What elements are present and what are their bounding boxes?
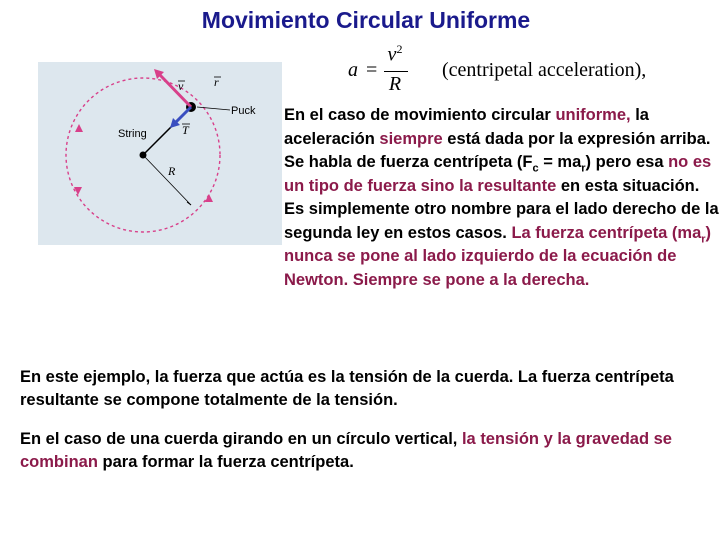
diagram-svg	[38, 62, 282, 245]
page-title: Movimiento Circular Uniforme	[201, 7, 531, 33]
center-point	[140, 152, 147, 159]
label-velocity: v	[178, 79, 184, 93]
highlight-text: la tensión y la gravedad se combinan	[20, 430, 672, 471]
formula-equals: =	[366, 59, 378, 81]
explanation-paragraph: En el caso de movimiento circular uniforme, la aceleración siempre está dada por la expresión arriba. Se habla de fuerza centrípeta $(F_c = ma_r)$ pero esa no es un tipo de fuerza sino la resultante en esta situación. Es simplemente otro nombre para el lado derecho de la segunda ley en estos casos. La fuerza centrípeta $(ma_r)$ nunca se pone al lado izquierdo de la ecuación de Newton. Siempre se pone a la derecha.	[284, 106, 719, 289]
formula-denominator: R	[388, 73, 402, 95]
fraction-bar	[384, 71, 408, 72]
circular-motion-diagram	[38, 62, 282, 245]
formula-numerator: $v^2$	[387, 42, 403, 66]
highlight-text: uniforme,	[555, 106, 631, 124]
label-radius: R	[168, 164, 176, 178]
centripetal-formula	[346, 44, 666, 100]
formula-lhs: a	[348, 59, 358, 81]
example-paragraph: En este ejemplo, la fuerza que actúa es la tensión de la cuerda. La fuerza centrípeta resultante se compone totalmente de la tensión.	[20, 368, 674, 409]
vertical-circle-paragraph: En el caso de una cuerda girando en un círculo vertical, la tensión y la gravedad se combinan para formar la fuerza centrípeta.	[20, 430, 672, 471]
highlight-text: siempre	[379, 129, 443, 148]
highlight-text: no es un tipo de fuerza sino la resultante	[284, 153, 712, 195]
formula-exponent: 2	[396, 42, 403, 56]
formula-note: (centripetal acceleration),	[442, 59, 647, 81]
highlight-text: La fuerza centrípeta $(ma_r)$ nunca se pone al lado izquierdo de la ecuación de Newton. Siempre se pone a la derecha.	[284, 223, 712, 289]
label-position: r	[214, 75, 219, 89]
label-tension: T	[182, 123, 189, 137]
label-string: String	[118, 128, 147, 140]
label-puck: Puck	[231, 105, 256, 117]
diagram-background	[38, 62, 282, 245]
